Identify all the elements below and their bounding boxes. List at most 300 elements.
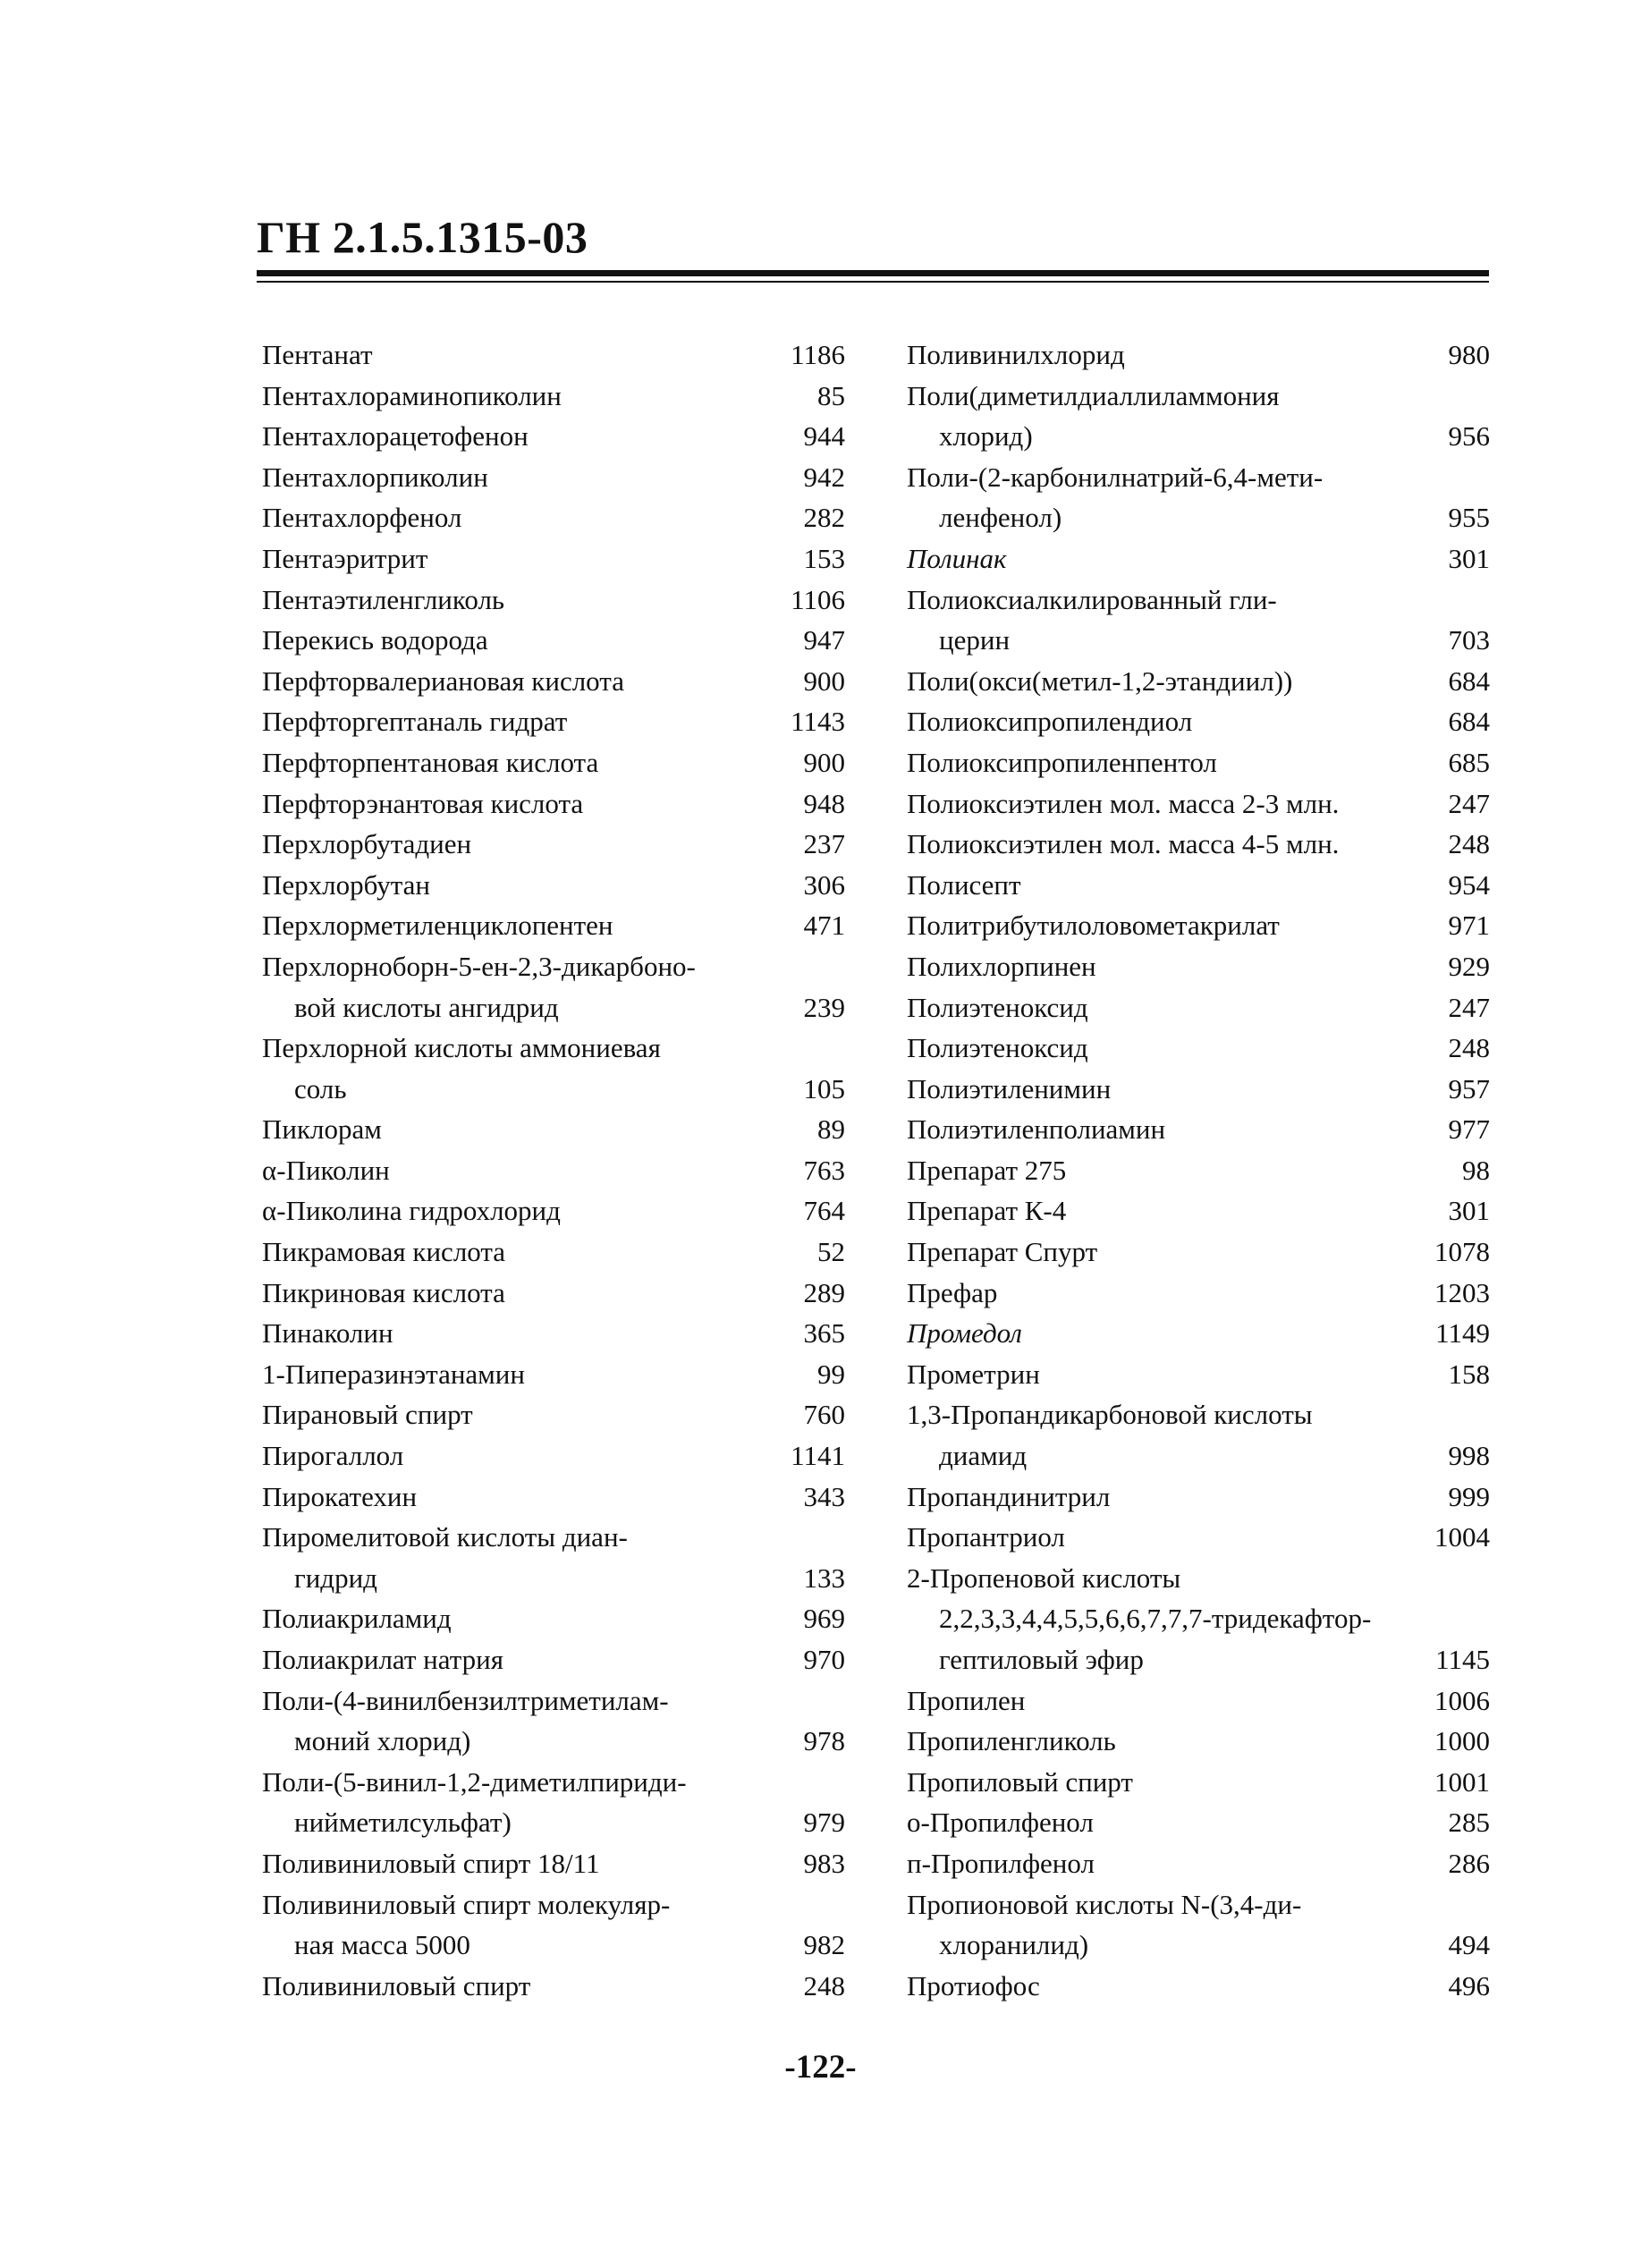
index-entry-continuation: [907, 1435, 1490, 1477]
index-entry-page: 1203: [1434, 1276, 1490, 1308]
index-entry: [262, 742, 845, 783]
index-entry: [907, 1028, 1490, 1069]
index-entry-line: [907, 1150, 1490, 1191]
index-entry-term: Протиофос: [907, 1969, 1040, 2001]
index-entry-line: [907, 1028, 1490, 1069]
index-entry: [262, 1966, 845, 2007]
index-entry-page: 954: [1448, 868, 1490, 901]
index-entry-line: [907, 701, 1490, 742]
index-entry-term: диамид: [939, 1440, 1028, 1472]
index-entry-page: 289: [803, 1276, 845, 1308]
index-entry-term: Поливинилхлорид: [907, 339, 1125, 370]
index-entry-line: [262, 416, 845, 457]
index-entry-page: 1004: [1434, 1521, 1490, 1553]
index-entry-line: [907, 742, 1490, 783]
index-entry-line: [262, 538, 845, 580]
index-entry: [907, 1273, 1490, 1314]
index-entry: [262, 1762, 845, 1843]
index-entry-page: 306: [803, 868, 845, 901]
index-entry-page: 763: [803, 1154, 845, 1186]
index-entry-line: [262, 457, 845, 498]
index-entry-term: Перфторпентановая кислота: [262, 746, 599, 778]
index-entry-term: Полисепт: [907, 868, 1021, 901]
index-entry-term: Промедол: [907, 1317, 1022, 1350]
index-entry-line: [262, 905, 845, 946]
index-entry: [907, 538, 1490, 580]
index-entry-term: ленфенол): [939, 502, 1062, 534]
index-entry: [262, 1884, 845, 1966]
index-entry-term: Пикрамовая кислота: [262, 1236, 506, 1268]
index-entry-term: Поли-(5-винил-1,2-диметилпириди-: [262, 1765, 687, 1798]
index-entry-line: [262, 1150, 845, 1191]
index-entry: [907, 1517, 1490, 1558]
index-entry: [262, 1477, 845, 1518]
index-entry-line: [907, 580, 1490, 621]
index-entry: [262, 1231, 845, 1273]
index-entry-term: Пропандинитрил: [907, 1480, 1111, 1512]
index-entry: [262, 1028, 845, 1109]
index-entry-term: церин: [939, 624, 1011, 656]
index-entry-line: [262, 1884, 845, 1925]
index-entry-continuation: [907, 416, 1490, 457]
index-entry-page: 286: [1448, 1847, 1490, 1879]
index-entry: [907, 1884, 1490, 1966]
index-entry-page: 301: [1448, 1195, 1490, 1227]
index-entry-line: [262, 865, 845, 906]
index-entry: [262, 620, 845, 661]
index-entry: [262, 1517, 845, 1598]
header-rule-thin: [257, 281, 1489, 283]
index-entry-term: Перфторэнантовая кислота: [262, 787, 584, 819]
index-entry: [262, 783, 845, 825]
index-entry: [907, 1354, 1490, 1395]
index-entry-term: Перекись водорода: [262, 624, 488, 656]
index-entry-page: 99: [817, 1358, 845, 1390]
index-entry-line: [907, 865, 1490, 906]
index-entry-page: 980: [1448, 339, 1490, 370]
index-entry-line: [262, 1639, 845, 1680]
index-entry-line: [907, 1802, 1490, 1843]
index-entry-line: [262, 742, 845, 783]
index-entry-page: 1143: [791, 706, 845, 738]
index-entry-page: 978: [803, 1725, 845, 1757]
index-entry: [262, 701, 845, 742]
index-entry: [907, 1558, 1490, 1680]
page-number: -122-: [784, 2049, 857, 2086]
index-entry-term: Политрибутилоловометакрилат: [907, 910, 1280, 942]
index-entry-continuation: [907, 1925, 1490, 1966]
index-entry-page: 982: [803, 1929, 845, 1961]
index-entry: [907, 1843, 1490, 1884]
index-entry-page: 247: [1448, 991, 1490, 1023]
index-entry-continuation: [262, 1802, 845, 1843]
index-entry: [262, 1190, 845, 1231]
index-entry-term: Пропилен: [907, 1684, 1026, 1716]
index-entry-continuation: [262, 1721, 845, 1762]
index-entry-line: [907, 1273, 1490, 1314]
index-entry-page: 1006: [1434, 1684, 1490, 1716]
index-entry-term: Полиакрилат натрия: [262, 1644, 503, 1675]
index-entry-term: Прометрин: [907, 1358, 1040, 1390]
index-entry: [262, 1843, 845, 1884]
index-entry-term: нийметилсульфат): [294, 1807, 512, 1839]
index-entry-continuation: [262, 1925, 845, 1966]
index-entry: [262, 580, 845, 621]
index-entry: [907, 1680, 1490, 1722]
index-entry-term: Поли-(2-карбонилнатрий-6,4-мети-: [907, 461, 1324, 493]
index-entry-term: Полиоксиалкилированный гли-: [907, 583, 1277, 615]
index-entry-continuation: [907, 620, 1490, 661]
index-column-left: [262, 334, 845, 2006]
index-entry-term: Пентахлораминопиколин: [262, 379, 562, 411]
index-entry-line: [262, 1843, 845, 1884]
index-entry-term: Пентаэтиленгликоль: [262, 583, 505, 615]
index-entry-line: [907, 1721, 1490, 1762]
index-entry-line: [907, 987, 1490, 1028]
index-entry-page: 948: [803, 787, 845, 819]
index-entry-page: 955: [1448, 502, 1490, 534]
index-entry-page: 343: [803, 1480, 845, 1512]
index-entry: [262, 865, 845, 906]
index-entry-line: [907, 783, 1490, 825]
index-entry: [262, 1109, 845, 1150]
index-entry-term: Префар: [907, 1276, 998, 1308]
index-entry-term: Пирокатехин: [262, 1480, 418, 1512]
index-entry-term: Полиакриламид: [262, 1603, 452, 1635]
index-entry-page: 365: [803, 1317, 845, 1350]
index-entry-line: [262, 1028, 845, 1069]
index-entry-line: [907, 1884, 1490, 1925]
index-entry: [262, 1313, 845, 1354]
index-entry-term: Пентанат: [262, 339, 373, 370]
index-column-right: [907, 334, 1490, 2006]
index-entry-page: 237: [803, 828, 845, 860]
index-entry-term: ная масса 5000: [294, 1929, 470, 1961]
index-entry: [907, 1231, 1490, 1273]
index-entry-page: 956: [1448, 420, 1490, 453]
index-entry-term: хлоранилид): [939, 1929, 1089, 1961]
index-entry-page: 1141: [791, 1440, 845, 1472]
index-entry-term: Перхлорметиленциклопентен: [262, 910, 613, 942]
index-entry-page: 494: [1448, 1929, 1490, 1961]
index-entry-line: [907, 1190, 1490, 1231]
index-entry-term: хлорид): [939, 420, 1033, 453]
index-entry-page: 248: [1448, 828, 1490, 860]
index-entry: [907, 824, 1490, 865]
index-entry-page: 942: [803, 461, 845, 493]
index-entry-term: Пентахлорфенол: [262, 502, 462, 534]
index-entry-page: 471: [803, 910, 845, 942]
index-entry-term: соль: [294, 1072, 347, 1104]
index-entry: [907, 1313, 1490, 1354]
index-entry-term: Пропиловый спирт: [907, 1765, 1133, 1798]
index-entry-line: [262, 701, 845, 742]
index-entry: [262, 1394, 845, 1435]
index-entry-page: 1106: [791, 583, 845, 615]
index-entry-line: [262, 661, 845, 702]
index-entry-page: 684: [1448, 664, 1490, 697]
index-entry-page: 929: [1448, 950, 1490, 982]
index-entry: [907, 1477, 1490, 1518]
index-entry-page: 496: [1448, 1969, 1490, 2001]
index-entry: [907, 783, 1490, 825]
index-entry-term: Полиэтеноксид: [907, 1032, 1088, 1064]
index-entry: [262, 946, 845, 1028]
index-entry-term: Полиэтеноксид: [907, 991, 1088, 1023]
index-entry-term: Полиоксипропиленпентол: [907, 746, 1217, 778]
index-entry-term: Пропионовой кислоты N-(3,4-ди-: [907, 1888, 1302, 1920]
index-entry-term: Перхлорбутадиен: [262, 828, 472, 860]
index-entry-line: [262, 946, 845, 987]
index-entry-page: 105: [803, 1072, 845, 1104]
index-entry-term: Пикриновая кислота: [262, 1276, 505, 1308]
index-entry-term: α-Пиколин: [262, 1154, 390, 1186]
index-entry-line: [262, 1435, 845, 1477]
index-entry-term: Поливиниловый спирт молекуляр-: [262, 1888, 671, 1920]
index-entry-term: Пропиленгликоль: [907, 1725, 1116, 1757]
index-entry-line: [262, 824, 845, 865]
index-entry-page: 969: [803, 1603, 845, 1635]
index-entry-term: Поливиниловый спирт 18/11: [262, 1847, 600, 1879]
index-entry-line: [262, 1109, 845, 1150]
index-entry-line: [262, 1354, 845, 1395]
index-entry-term: Перхлорной кислоты аммониевая: [262, 1032, 661, 1064]
index-entry: [907, 376, 1490, 457]
index-entry-term: моний хлорид): [294, 1725, 471, 1757]
index-entry-line: [262, 783, 845, 825]
index-entry-term: Перфторгептаналь гидрат: [262, 706, 568, 738]
index-entry-line: [262, 1394, 845, 1435]
index-entry-page: 282: [803, 502, 845, 534]
index-entry: [262, 661, 845, 702]
index-entry-page: 98: [1462, 1154, 1490, 1186]
index-entry-line: [907, 1231, 1490, 1273]
index-entry-page: 970: [803, 1644, 845, 1675]
header-rule-thick: [257, 270, 1489, 276]
index-entry-page: 247: [1448, 787, 1490, 819]
index-entry: [262, 416, 845, 457]
index-entry-continuation: [907, 1598, 1490, 1639]
index-entry-page: 999: [1448, 1480, 1490, 1512]
index-entry: [262, 1354, 845, 1395]
index-entry-term: Пентахлорацетофенон: [262, 420, 529, 453]
document-code-header: ГН 2.1.5.1315-03: [257, 212, 588, 262]
index-entry-term: Полиэтиленимин: [907, 1072, 1112, 1104]
index-entry-page: 239: [803, 991, 845, 1023]
index-entry-line: [262, 376, 845, 417]
index-entry: [262, 376, 845, 417]
index-entry-line: [907, 1558, 1490, 1599]
index-entry: [262, 1680, 845, 1762]
index-entry-continuation: [262, 987, 845, 1028]
index-entry: [262, 1598, 845, 1639]
index-entry-continuation: [262, 1069, 845, 1110]
index-entry-line: [907, 1109, 1490, 1150]
index-entry-page: 153: [803, 542, 845, 574]
index-entry: [262, 1150, 845, 1191]
index-entry-page: 760: [803, 1399, 845, 1431]
index-entry-line: [262, 1190, 845, 1231]
index-entry: [262, 334, 845, 376]
index-entry-line: [907, 946, 1490, 987]
index-entry-line: [907, 1517, 1490, 1558]
index-entry-term: о-Пропилфенол: [907, 1807, 1094, 1839]
index-entry-line: [262, 1762, 845, 1803]
index-entry: [907, 865, 1490, 906]
index-entry-continuation: [262, 1558, 845, 1599]
index-entry-page: 248: [1448, 1032, 1490, 1064]
index-entry-page: 703: [1448, 624, 1490, 656]
index-entry-page: 900: [803, 746, 845, 778]
index-entry-page: 764: [803, 1195, 845, 1227]
index-entry-term: Препарат Спурт: [907, 1236, 1098, 1268]
index-entry-term: 2-Пропеновой кислоты: [907, 1561, 1181, 1594]
index-entry-term: Перхлорноборн-5-ен-2,3-дикарбоно-: [262, 950, 696, 982]
index-entry-page: 979: [803, 1807, 845, 1839]
index-entry-term: 1,3-Пропандикарбоновой кислоты: [907, 1399, 1313, 1431]
index-entry-line: [907, 1394, 1490, 1435]
index-entry-page: 1145: [1435, 1644, 1490, 1675]
index-entry-page: 89: [817, 1113, 845, 1146]
index-entry-page: 685: [1448, 746, 1490, 778]
index-entry: [907, 742, 1490, 783]
index-entry-term: 2,2,3,3,4,4,5,5,6,6,7,7,7-тридекафтор-: [939, 1603, 1372, 1635]
index-entry-line: [262, 334, 845, 376]
index-entry: [907, 701, 1490, 742]
index-entry-page: 158: [1448, 1358, 1490, 1390]
index-entry-page: 971: [1448, 910, 1490, 942]
index-entry-line: [907, 905, 1490, 946]
index-entry-term: Полиоксиэтилен мол. масса 4-5 млн.: [907, 828, 1340, 860]
index-entry-line: [907, 538, 1490, 580]
index-entry: [907, 905, 1490, 946]
index-entry-term: Полинак: [907, 542, 1007, 574]
index-entry-term: п-Пропилфенол: [907, 1847, 1095, 1879]
index-entry: [907, 1394, 1490, 1476]
index-entry-page: 947: [803, 624, 845, 656]
index-entry: [262, 1273, 845, 1314]
index-entry-continuation: [907, 1639, 1490, 1680]
index-entry: [262, 1639, 845, 1680]
index-entry-line: [907, 1966, 1490, 2007]
index-entry-term: Полиэтиленполиамин: [907, 1113, 1166, 1146]
index-entry-term: Пропантриол: [907, 1521, 1065, 1553]
index-entry: [907, 1190, 1490, 1231]
index-entry-line: [262, 1231, 845, 1273]
index-entry-term: Полихлорпинен: [907, 950, 1096, 982]
index-entry: [907, 661, 1490, 702]
index-entry-term: гидрид: [294, 1561, 377, 1594]
index-entry-page: 1078: [1434, 1236, 1490, 1268]
index-entry-term: 1-Пиперазинэтанамин: [262, 1358, 525, 1390]
index-entry-term: Пинаколин: [262, 1317, 393, 1350]
index-entry: [907, 946, 1490, 987]
index-entry-line: [907, 1069, 1490, 1110]
index-entry-line: [907, 1843, 1490, 1884]
index-entry-page: 1000: [1434, 1725, 1490, 1757]
index-entry-term: Пирановый спирт: [262, 1399, 473, 1431]
index-entry: [262, 824, 845, 865]
index-entry: [907, 1966, 1490, 2007]
index-entry-page: 52: [817, 1236, 845, 1268]
index-entry-line: [907, 334, 1490, 376]
index-entry-line: [262, 1598, 845, 1639]
index-entry: [907, 987, 1490, 1028]
index-entry-page: 983: [803, 1847, 845, 1879]
index-entry-page: 998: [1448, 1440, 1490, 1472]
index-entry-term: Поли(окси(метил-1,2-этандиил)): [907, 664, 1293, 697]
index-entry-line: [907, 1762, 1490, 1803]
index-entry-term: Поли(диметилдиаллиламмония: [907, 379, 1280, 411]
index-entry: [262, 457, 845, 498]
index-entry-line: [907, 457, 1490, 498]
index-entry-term: Поли-(4-винилбензилтриметилам-: [262, 1684, 669, 1716]
index-entry-line: [262, 620, 845, 661]
index-entry-term: Перфторвалериановая кислота: [262, 664, 624, 697]
index-entry: [907, 457, 1490, 538]
index-entry: [907, 1150, 1490, 1191]
index-entry: [907, 580, 1490, 661]
index-entry-page: 944: [803, 420, 845, 453]
index-entry-page: 133: [803, 1561, 845, 1594]
index-entry: [907, 1802, 1490, 1843]
index-entry-term: Препарат 275: [907, 1154, 1067, 1186]
index-entry-page: 977: [1448, 1113, 1490, 1146]
index-entry-term: Пентахлорпиколин: [262, 461, 488, 493]
index-entry: [262, 1435, 845, 1477]
index-entry-line: [907, 1354, 1490, 1395]
index-entry-term: Полиоксиэтилен мол. масса 2-3 млн.: [907, 787, 1340, 819]
index-entry-line: [262, 1477, 845, 1518]
index-entry-page: 85: [817, 379, 845, 411]
index-entry-term: Пиромелитовой кислоты диан-: [262, 1521, 628, 1553]
index-entry-term: Препарат К-4: [907, 1195, 1067, 1227]
index-entry-line: [907, 824, 1490, 865]
index-entry: [262, 538, 845, 580]
index-entry-term: Перхлорбутан: [262, 868, 430, 901]
index-entry-line: [262, 1966, 845, 2007]
index-entry-line: [907, 376, 1490, 417]
index-entry-page: 248: [803, 1969, 845, 2001]
index-entry-line: [907, 1477, 1490, 1518]
index-entry-line: [262, 497, 845, 538]
index-entry-line: [907, 1680, 1490, 1722]
index-entry-page: 1186: [791, 339, 845, 370]
index-entry-line: [262, 580, 845, 621]
index-entry-term: α-Пиколина гидрохлорид: [262, 1195, 561, 1227]
index-entry-line: [262, 1313, 845, 1354]
index-entry-term: вой кислоты ангидрид: [294, 991, 559, 1023]
index-entry-line: [907, 661, 1490, 702]
index-entry-line: [907, 1313, 1490, 1354]
index-entry: [907, 1721, 1490, 1762]
index-entry-page: 957: [1448, 1072, 1490, 1104]
index-entry-page: 1149: [1435, 1317, 1490, 1350]
index-entry: [262, 497, 845, 538]
index-entry-page: 684: [1448, 706, 1490, 738]
index-entry: [907, 1109, 1490, 1150]
index-entry: [907, 1069, 1490, 1110]
index-entry-term: Пирогаллол: [262, 1440, 404, 1472]
index-entry-term: Пиклорам: [262, 1113, 382, 1146]
index-entry: [907, 1762, 1490, 1803]
index-entry-page: 301: [1448, 542, 1490, 574]
index-entry: [262, 905, 845, 946]
index-entry-continuation: [907, 497, 1490, 538]
index-entry-term: гептиловый эфир: [939, 1644, 1144, 1675]
index-entry-page: 285: [1448, 1807, 1490, 1839]
index-entry-page: 900: [803, 664, 845, 697]
